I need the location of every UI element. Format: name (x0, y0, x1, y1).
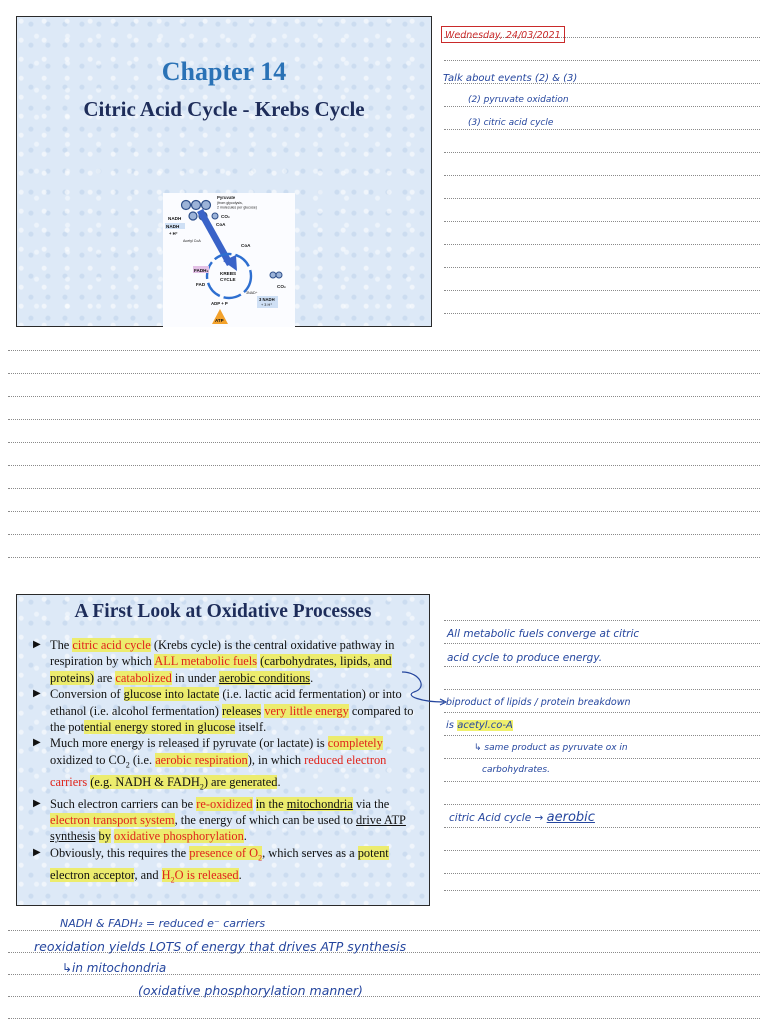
note-nadh-carriers: NADH & FADH₂ = reduced e⁻ carriers (60, 917, 266, 930)
ruled-line (444, 198, 760, 199)
ruled-line (444, 873, 760, 874)
slide-title: A First Look at Oxidative Processes (74, 601, 372, 622)
slide-oxidative-processes (16, 594, 430, 906)
note-mitochondria: ↳in mitochondria (62, 961, 167, 975)
note-acetyl-prefix: is (446, 720, 454, 731)
acetyl-coa-label: Acetyl CoA (183, 239, 201, 243)
bullet-2: ▶ Conversion of glucose into lactate (i.e. lactic acid fermentation) or into ethanol (i.e. alcohol fermentation) releases very little energy compared to the potential energy stored in glucose itself. (33, 686, 417, 735)
pyruvate-note-2: 2 molecules per glucose) (217, 205, 257, 210)
ruled-line (8, 996, 760, 997)
nadh-top-label: NADH (168, 216, 182, 221)
ruled-line (8, 419, 760, 420)
ruled-line (8, 557, 760, 558)
ruled-line (8, 350, 760, 351)
bullet-3: ▶ Much more energy is released if pyruvate (or lactate) is completely oxidized to $CO_2$ (i.e. aerobic respiration), in which reduced electron carriers (e.g. NADH & $FADH_2$) are generated. (33, 735, 417, 795)
pyruvate-label: Pyruvate (217, 195, 236, 200)
note-same-product: ↳ same product as pyruvate ox in (474, 743, 628, 753)
note-reoxidation: reoxidation yields LOTS of energy that drives ATP synthesis (34, 939, 407, 954)
note-aerobic: aerobic (546, 810, 595, 825)
ruled-line (444, 666, 760, 667)
krebs-label-2: CYCLE (220, 277, 236, 282)
ruled-line (444, 850, 760, 851)
coa-top-label: CoA (216, 222, 226, 227)
note-acetyl-line (446, 720, 513, 731)
ruled-line (444, 244, 760, 245)
note-item-2: (2) pyruvate oxidation (468, 95, 569, 105)
ruled-line (444, 689, 760, 690)
ruled-line (444, 804, 760, 805)
coa-right-label: CoA (241, 243, 251, 248)
ruled-line (444, 781, 760, 782)
bullet-1: ▶ The citric acid cycle (Krebs cycle) is the central oxidative pathway in respiration by which ALL metabolic fuels (carbohydrates, lipids, and proteins) are catabolized in under aerobic conditions. (33, 637, 417, 686)
note-aerobic-line (449, 810, 595, 825)
co2-top-label: CO₂ (221, 214, 230, 219)
krebs-label-1: KREBS (220, 271, 237, 276)
ruled-line (444, 620, 760, 621)
bullet-5: ▶ Obviously, this requires the presence of $O_2$, which serves as a potent electron acceptor, and $H_2O$ is released. (33, 845, 417, 889)
ruled-line (8, 488, 760, 489)
bracket-arrow (400, 668, 450, 708)
ruled-line (444, 735, 760, 736)
ruled-line (8, 930, 760, 931)
pyruvate-note-1: (from glycolysis, (217, 201, 243, 205)
bullet-list (33, 637, 417, 889)
chapter-title: Chapter 14 (161, 57, 287, 86)
ruled-line (444, 758, 760, 759)
chapter-subtitle: Citric Acid Cycle - Krebs Cycle (83, 97, 365, 121)
ruled-line (444, 60, 760, 61)
nadh-label: NADH (166, 224, 180, 229)
co2-right-label: CO₂ (277, 284, 286, 289)
note-acetyl-coa: acetyl.co-A (457, 720, 513, 731)
krebs-cycle-figure (163, 193, 295, 327)
ruled-line (444, 313, 760, 314)
fadh2-label: FADH₂ (194, 268, 209, 273)
ruled-line (8, 1018, 760, 1019)
fad-label: FAD (196, 282, 206, 287)
ruled-line (444, 152, 760, 153)
note-fuels-2: acid cycle to produce energy. (447, 652, 603, 664)
ruled-line (444, 106, 760, 107)
three-h-label: + 3 H⁺ (261, 303, 273, 307)
ruled-line (8, 511, 760, 512)
ruled-line (8, 465, 760, 466)
ruled-line (8, 396, 760, 397)
ruled-line (8, 442, 760, 443)
note-oxphos: (oxidative phosphorylation manner) (138, 983, 363, 998)
ruled-line (444, 129, 760, 130)
note-fuels: All metabolic fuels converge at citric (447, 628, 640, 640)
ruled-line (444, 175, 760, 176)
note-carbs: carbohydrates. (482, 765, 550, 775)
bullet-4: ▶ Such electron carriers can be re-oxidized in the mitochondria via the electron transport system, the energy of which can be used to drive ATP synthesis by oxidative phosphorylation. (33, 796, 417, 845)
ruled-line (444, 643, 760, 644)
date-label: Wednesday, 24/03/2021 (441, 26, 565, 43)
ruled-line (444, 267, 760, 268)
ruled-line (8, 373, 760, 374)
ruled-line (444, 221, 760, 222)
atp-label: ATP (215, 318, 224, 323)
note-byproduct: biproduct of lipids / protein breakdown (446, 697, 631, 708)
h-plus-label: + H⁺ (169, 231, 178, 236)
ruled-line (444, 890, 760, 891)
note-item-3: (3) citric acid cycle (468, 118, 554, 128)
note-aerobic-prefix: citric Acid cycle → (449, 812, 544, 824)
ruled-line (444, 290, 760, 291)
ruled-line (444, 712, 760, 713)
nad-plus-label: 3NAD⁺ (246, 291, 258, 295)
adp-label: ADP + P (211, 301, 228, 306)
three-nadh-label: 3 NADH (259, 297, 275, 302)
ruled-line (444, 827, 760, 828)
note-talk-about: Talk about events (2) & (3) (443, 73, 578, 84)
ruled-line (8, 534, 760, 535)
slide-chapter-title (16, 16, 432, 327)
